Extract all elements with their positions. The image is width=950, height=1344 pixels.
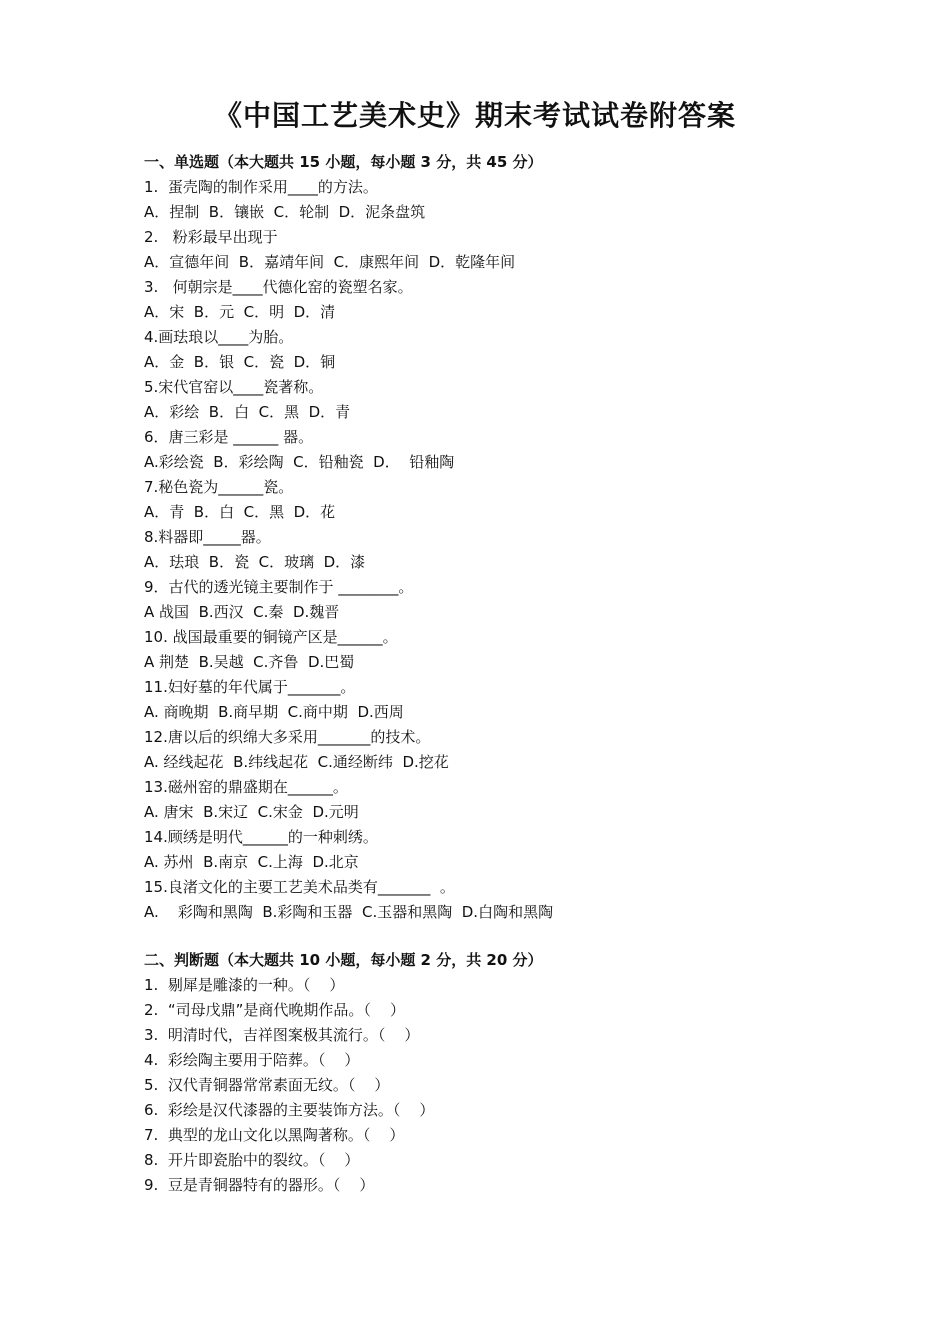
judgment-item: 1. 剔犀是雕漆的一种。（ ） <box>144 976 345 994</box>
question-line: 8.料器即_____器。 <box>144 528 271 546</box>
judgment-item: 4. 彩绘陶主要用于陪葬。（ ） <box>144 1051 360 1069</box>
question-line: 15.良渚文化的主要工艺美术品类有_______ 。 <box>144 878 455 896</box>
question-line: 12.唐以后的织绵大多采用_______的技术。 <box>144 728 431 746</box>
question-line: 13.磁州窑的鼎盛期在______。 <box>144 778 348 796</box>
options-line: A 荆楚 B.吴越 C.齐鲁 D.巴蜀 <box>144 653 355 671</box>
question-line: 10. 战国最重要的铜镜产区是______。 <box>144 628 398 646</box>
options-line: A．金 B．银 C．瓷 D．铜 <box>144 353 336 371</box>
document-title: 《中国工艺美术史》期末考试试卷附答案 <box>213 99 736 132</box>
options-line: A. 商晚期 B.商早期 C.商中期 D.西周 <box>144 703 404 721</box>
options-line: A 战国 B.西汉 C.秦 D.魏晋 <box>144 603 340 621</box>
question-line: 14.顾绣是明代______的一种刺绣。 <box>144 828 378 846</box>
options-line: A. 唐宋 B.宋辽 C.宋金 D.元明 <box>144 803 359 821</box>
judgment-item: 9. 豆是青铜器特有的器形。（ ） <box>144 1176 375 1194</box>
question-line: 1. 蛋壳陶的制作采用____的方法。 <box>144 178 378 196</box>
section-1-heading: 一、单选题（本大题共 15 小题，每小题 3 分，共 45 分） <box>144 153 543 171</box>
section-2-heading: 二、判断题（本大题共 10 小题，每小题 2 分，共 20 分） <box>144 951 543 969</box>
question-line: 3. 何朝宗是____代德化窑的瓷塑名家。 <box>144 278 413 296</box>
options-line: A. 苏州 B.南京 C.上海 D.北京 <box>144 853 359 871</box>
options-line: A. 彩陶和黑陶 B.彩陶和玉器 C.玉器和黑陶 D.白陶和黑陶 <box>144 903 554 921</box>
options-line: A.彩绘瓷 B．彩绘陶 C．铅釉瓷 D． 铅釉陶 <box>144 453 455 471</box>
judgment-item: 6. 彩绘是汉代漆器的主要装饰方法。（ ） <box>144 1101 435 1119</box>
question-line: 11.妇好墓的年代属于_______。 <box>144 678 356 696</box>
options-line: A．彩绘 B．白 C．黑 D．青 <box>144 403 351 421</box>
judgment-item: 8. 开片即瓷胎中的裂纹。（ ） <box>144 1151 360 1169</box>
question-line: 2. 粉彩最早出现于 <box>144 228 278 246</box>
judgment-item: 3. 明清时代，吉祥图案极其流行。（ ） <box>144 1026 420 1044</box>
options-line: A．青 B．白 C．黑 D．花 <box>144 503 336 521</box>
options-line: A．捏制 B．镶嵌 C．轮制 D．泥条盘筑 <box>144 203 426 221</box>
options-line: A. 经线起花 B.纬线起花 C.通经断纬 D.挖花 <box>144 753 449 771</box>
options-line: A．珐琅 B．瓷 C．玻璃 D．漆 <box>144 553 366 571</box>
question-line: 4.画珐琅以____为胎。 <box>144 328 294 346</box>
judgment-item: 7. 典型的龙山文化以黑陶著称。（ ） <box>144 1126 405 1144</box>
question-line: 7.秘色瓷为______瓷。 <box>144 478 294 496</box>
question-line: 6．唐三彩是 ______ 器。 <box>144 428 314 446</box>
judgment-item: 5. 汉代青铜器常常素面无纹。（ ） <box>144 1076 390 1094</box>
options-line: A．宋 B．元 C．明 D．清 <box>144 303 336 321</box>
question-line: 5.宋代官窑以____瓷著称。 <box>144 378 324 396</box>
judgment-item: 2. “司母戊鼎”是商代晚期作品。（ ） <box>144 1001 405 1019</box>
question-line: 9．古代的透光镜主要制作于 ________。 <box>144 578 414 596</box>
options-line: A．宣德年间 B．嘉靖年间 C．康熙年间 D．乾隆年间 <box>144 253 516 271</box>
